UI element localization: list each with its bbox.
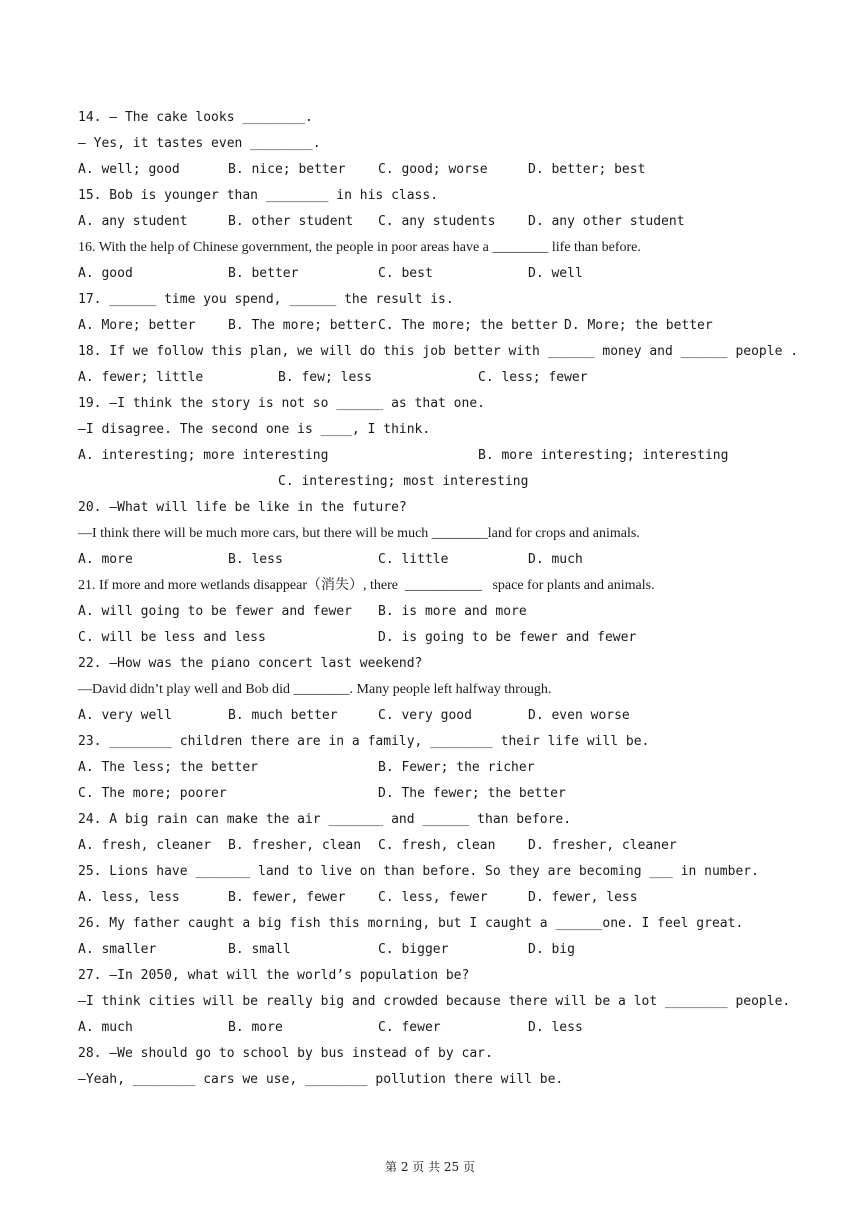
option-d: D. even worse bbox=[528, 708, 630, 723]
option-b: B. much better bbox=[228, 708, 338, 723]
option-a: A. interesting; more interesting bbox=[78, 448, 329, 463]
question-14-reply: — Yes, it tastes even ________. bbox=[78, 136, 321, 151]
question-23-options-cd bbox=[78, 784, 788, 810]
option-c: C. less, fewer bbox=[378, 890, 488, 905]
option-a: A. much bbox=[78, 1020, 133, 1035]
option-c: C. will be less and less bbox=[78, 630, 266, 645]
option-a: A. any student bbox=[78, 214, 188, 229]
question-19-stem: 19. —I think the story is not so ______ as that one. bbox=[78, 396, 485, 411]
question-15-stem: 15. Bob is younger than ________ in his class. bbox=[78, 188, 439, 203]
question-16-stem: 16. With the help of Chinese government, the people in poor areas have a ________ life than before. bbox=[78, 240, 641, 255]
question-23-stem: 23. ________ children there are in a family, ________ their life will be. bbox=[78, 734, 650, 749]
question-22-reply: —David didn’t play well and Bob did ________. Many people left halfway through. bbox=[78, 682, 552, 697]
option-a: A. well; good bbox=[78, 162, 180, 177]
option-d: D. less bbox=[528, 1020, 583, 1035]
question-27-options bbox=[78, 1018, 788, 1044]
option-b: B. The more; better bbox=[228, 318, 377, 333]
option-d: D. is going to be fewer and fewer bbox=[378, 630, 637, 645]
option-c: C. any students bbox=[378, 214, 496, 229]
option-b: B. better bbox=[228, 266, 299, 281]
question-17-options bbox=[78, 316, 788, 342]
option-b: B. fewer, fewer bbox=[228, 890, 346, 905]
option-a: A. more bbox=[78, 552, 133, 567]
option-b: B. less bbox=[228, 552, 283, 567]
option-b: B. more interesting; interesting bbox=[478, 448, 729, 463]
option-a: A. will going to be fewer and fewer bbox=[78, 604, 352, 619]
option-c: C. less; fewer bbox=[478, 370, 588, 385]
question-24-options bbox=[78, 836, 788, 862]
option-a: A. fresh, cleaner bbox=[78, 838, 212, 853]
option-c: C. fewer bbox=[378, 1020, 441, 1035]
option-c: C. little bbox=[378, 552, 449, 567]
option-d: D. any other student bbox=[528, 214, 685, 229]
option-c: C. The more; the better bbox=[378, 318, 559, 333]
question-25-stem: 25. Lions have _______ land to live on than before. So they are becoming ___ in number. bbox=[78, 864, 759, 879]
option-b: B. nice; better bbox=[228, 162, 346, 177]
question-list bbox=[78, 108, 799, 1096]
question-26-stem: 26. My father caught a big fish this morning, but I caught a ______one. I feel great. bbox=[78, 916, 744, 931]
option-c: C. fresh, clean bbox=[378, 838, 496, 853]
question-22-stem: 22. —How was the piano concert last weekend? bbox=[78, 656, 423, 671]
option-a: A. More; better bbox=[78, 318, 196, 333]
option-d: D. much bbox=[528, 552, 583, 567]
question-21-options-cd bbox=[78, 628, 788, 654]
question-27-reply: —I think cities will be really big and crowded because there will be a lot ________ people. bbox=[78, 994, 791, 1009]
option-d: D. More; the better bbox=[564, 318, 713, 333]
option-b: B. Fewer; the richer bbox=[378, 760, 535, 775]
option-c: C. best bbox=[378, 266, 433, 281]
option-b: B. small bbox=[228, 942, 291, 957]
option-b: B. other student bbox=[228, 214, 354, 229]
option-c: C. bigger bbox=[378, 942, 449, 957]
question-24-stem: 24. A big rain can make the air _______ and ______ than before. bbox=[78, 812, 572, 827]
page-number: 第 2 页 共 25 页 bbox=[385, 1160, 475, 1174]
question-16-options bbox=[78, 264, 788, 290]
question-26-options bbox=[78, 940, 788, 966]
option-b: B. few; less bbox=[278, 370, 372, 385]
question-19-option-c: C. interesting; most interesting bbox=[278, 474, 529, 489]
option-d: D. The fewer; the better bbox=[378, 786, 566, 801]
option-c: C. good; worse bbox=[378, 162, 488, 177]
option-b: B. fresher, clean bbox=[228, 838, 362, 853]
question-19-options bbox=[78, 446, 788, 472]
question-28-reply: —Yeah, ________ cars we use, ________ pollution there will be. bbox=[78, 1072, 564, 1087]
option-b: B. more bbox=[228, 1020, 283, 1035]
option-d: D. better; best bbox=[528, 162, 646, 177]
question-25-options bbox=[78, 888, 788, 914]
question-17-stem: 17. ______ time you spend, ______ the result is. bbox=[78, 292, 454, 307]
option-c: C. very good bbox=[378, 708, 472, 723]
option-d: D. fresher, cleaner bbox=[528, 838, 677, 853]
option-b: B. is more and more bbox=[378, 604, 527, 619]
question-22-options bbox=[78, 706, 788, 732]
question-18-options bbox=[78, 368, 788, 394]
question-14-options bbox=[78, 160, 788, 186]
question-23-options-ab bbox=[78, 758, 788, 784]
option-a: A. fewer; little bbox=[78, 370, 204, 385]
option-d: D. big bbox=[528, 942, 575, 957]
question-27-stem: 27. —In 2050, what will the world’s population be? bbox=[78, 968, 470, 983]
question-21-options-ab bbox=[78, 602, 788, 628]
question-20-reply: —I think there will be much more cars, but there will be much ________land for crops and animals. bbox=[78, 526, 640, 541]
option-a: A. The less; the better bbox=[78, 760, 259, 775]
option-a: A. very well bbox=[78, 708, 172, 723]
question-20-options bbox=[78, 550, 788, 576]
option-d: D. fewer, less bbox=[528, 890, 638, 905]
question-19-reply: —I disagree. The second one is ____, I think. bbox=[78, 422, 431, 437]
question-18-stem: 18. If we follow this plan, we will do this job better with ______ money and ______ people . bbox=[78, 344, 799, 359]
option-a: A. good bbox=[78, 266, 133, 281]
question-21-stem: 21. If more and more wetlands disappear（消失）, there ___________ space for plants and animals. bbox=[78, 578, 655, 593]
question-28-stem: 28. —We should go to school by bus instead of by car. bbox=[78, 1046, 493, 1061]
option-d: D. well bbox=[528, 266, 583, 281]
option-a: A. less, less bbox=[78, 890, 180, 905]
question-14-stem: 14. — The cake looks ________. bbox=[78, 110, 313, 125]
option-a: A. smaller bbox=[78, 942, 157, 957]
question-15-options bbox=[78, 212, 788, 238]
question-20-stem: 20. —What will life be like in the future? bbox=[78, 500, 407, 515]
option-c: C. The more; poorer bbox=[78, 786, 227, 801]
